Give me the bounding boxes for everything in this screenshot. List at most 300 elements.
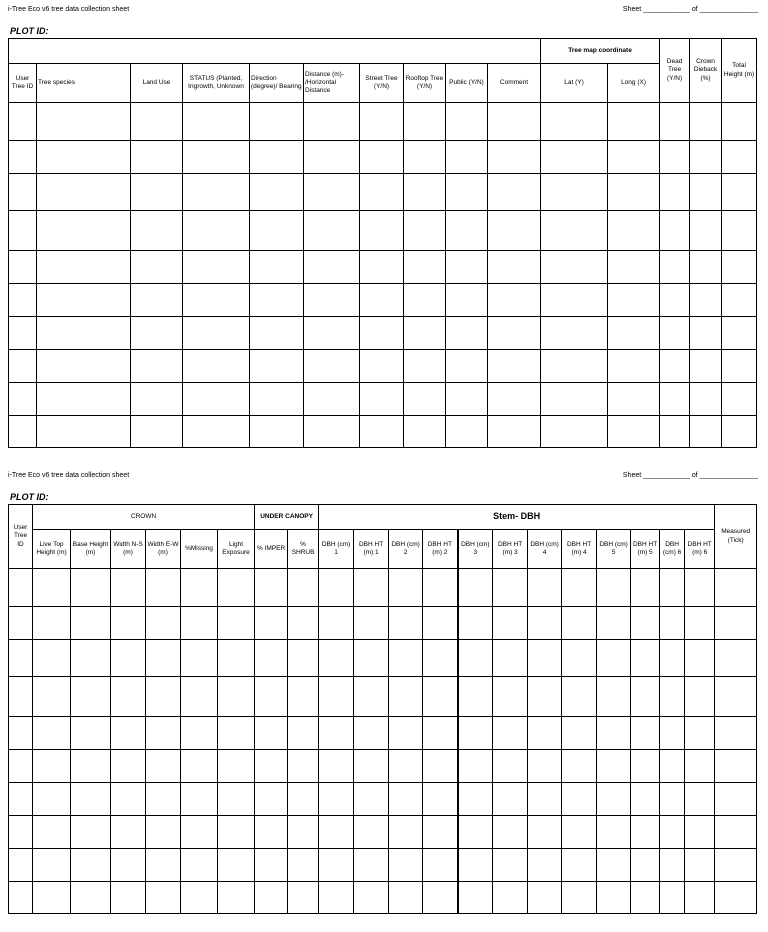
sheet2-table-cell[interactable] bbox=[528, 640, 562, 677]
sheet1-table-cell[interactable] bbox=[608, 174, 660, 211]
sheet1-table-cell[interactable] bbox=[690, 317, 722, 350]
sheet2-table-cell[interactable] bbox=[685, 677, 715, 717]
sheet2-table-cell[interactable] bbox=[458, 849, 493, 882]
sheet1-table-cell[interactable] bbox=[660, 103, 690, 141]
sheet2-table-cell[interactable] bbox=[597, 783, 631, 816]
sheet2-table-cell[interactable] bbox=[597, 640, 631, 677]
sheet2-table-cell[interactable] bbox=[9, 816, 33, 849]
sheet2-table-cell[interactable] bbox=[111, 569, 146, 607]
sheet2-table-cell[interactable] bbox=[288, 783, 319, 816]
sheet2-table-cell[interactable] bbox=[597, 849, 631, 882]
sheet2-table-cell[interactable] bbox=[33, 569, 71, 607]
sheet2-table-cell[interactable] bbox=[493, 816, 528, 849]
sheet2-table-cell[interactable] bbox=[319, 640, 354, 677]
sheet1-table-cell[interactable] bbox=[183, 174, 250, 211]
sheet1-table-cell[interactable] bbox=[37, 284, 131, 317]
sheet1-table-cell[interactable] bbox=[660, 284, 690, 317]
sheet1-table-cell[interactable] bbox=[660, 141, 690, 174]
sheet1-table-cell[interactable] bbox=[250, 383, 304, 416]
sheet1-table-cell[interactable] bbox=[541, 350, 608, 383]
sheet1-table-cell[interactable] bbox=[608, 141, 660, 174]
sheet2-table-cell[interactable] bbox=[389, 569, 423, 607]
sheet2-table-cell[interactable] bbox=[218, 717, 255, 750]
sheet2-table-cell[interactable] bbox=[715, 640, 757, 677]
sheet2-table-cell[interactable] bbox=[528, 783, 562, 816]
sheet2-table-cell[interactable] bbox=[288, 607, 319, 640]
sheet2-table-cell[interactable] bbox=[660, 717, 685, 750]
sheet2-table-cell[interactable] bbox=[354, 569, 389, 607]
sheet2-table-cell[interactable] bbox=[9, 717, 33, 750]
sheet2-table-cell[interactable] bbox=[685, 882, 715, 914]
sheet1-table-cell[interactable] bbox=[690, 141, 722, 174]
sheet2-table-cell[interactable] bbox=[493, 849, 528, 882]
sheet1-table-cell[interactable] bbox=[183, 141, 250, 174]
sheet2-table-cell[interactable] bbox=[111, 882, 146, 914]
sheet2-table-cell[interactable] bbox=[631, 640, 660, 677]
sheet1-table-cell[interactable] bbox=[488, 251, 541, 284]
sheet1-table-cell[interactable] bbox=[541, 211, 608, 251]
sheet1-table-cell[interactable] bbox=[541, 383, 608, 416]
sheet1-table-cell[interactable] bbox=[183, 211, 250, 251]
sheet2-table-cell[interactable] bbox=[146, 640, 181, 677]
sheet2-table-cell[interactable] bbox=[111, 849, 146, 882]
sheet1-table-cell[interactable] bbox=[404, 284, 446, 317]
sheet2-table-cell[interactable] bbox=[9, 849, 33, 882]
sheet1-table-cell[interactable] bbox=[660, 317, 690, 350]
sheet2-table-cell[interactable] bbox=[493, 783, 528, 816]
sheet1-table-cell[interactable] bbox=[488, 350, 541, 383]
sheet2-table-cell[interactable] bbox=[255, 849, 288, 882]
sheet1-table-cell[interactable] bbox=[304, 174, 360, 211]
sheet2-table-cell[interactable] bbox=[458, 882, 493, 914]
sheet2-table-cell[interactable] bbox=[685, 569, 715, 607]
sheet2-table-cell[interactable] bbox=[319, 677, 354, 717]
sheet2-table-cell[interactable] bbox=[181, 849, 218, 882]
sheet2-table-cell[interactable] bbox=[255, 717, 288, 750]
sheet2-table-cell[interactable] bbox=[71, 816, 111, 849]
sheet2-table-cell[interactable] bbox=[354, 882, 389, 914]
sheet2-table-cell[interactable] bbox=[319, 717, 354, 750]
sheet2-table-cell[interactable] bbox=[33, 849, 71, 882]
sheet1-table-cell[interactable] bbox=[404, 350, 446, 383]
sheet2-table-cell[interactable] bbox=[354, 783, 389, 816]
sheet2-table-cell[interactable] bbox=[458, 607, 493, 640]
sheet1-table-cell[interactable] bbox=[304, 317, 360, 350]
sheet2-table-cell[interactable] bbox=[389, 849, 423, 882]
sheet2-table-cell[interactable] bbox=[9, 783, 33, 816]
sheet2-table-cell[interactable] bbox=[181, 677, 218, 717]
sheet2-table-cell[interactable] bbox=[631, 717, 660, 750]
sheet2-table-cell[interactable] bbox=[458, 717, 493, 750]
sheet2-table-cell[interactable] bbox=[255, 882, 288, 914]
sheet2-table-cell[interactable] bbox=[597, 882, 631, 914]
sheet1-table-cell[interactable] bbox=[404, 383, 446, 416]
sheet1-table-cell[interactable] bbox=[488, 103, 541, 141]
sheet2-table-cell[interactable] bbox=[181, 783, 218, 816]
sheet1-table-cell[interactable] bbox=[250, 350, 304, 383]
sheet1-table-cell[interactable] bbox=[404, 103, 446, 141]
sheet2-table-cell[interactable] bbox=[493, 717, 528, 750]
sheet1-table-cell[interactable] bbox=[250, 174, 304, 211]
sheet2-table-cell[interactable] bbox=[423, 677, 458, 717]
sheet1-table-cell[interactable] bbox=[722, 251, 757, 284]
sheet2-table-cell[interactable] bbox=[33, 750, 71, 783]
sheet2-table-cell[interactable] bbox=[71, 607, 111, 640]
sheet2-table-cell[interactable] bbox=[493, 607, 528, 640]
sheet1-table-cell[interactable] bbox=[446, 416, 488, 448]
sheet2-table-cell[interactable] bbox=[255, 607, 288, 640]
sheet2-table-cell[interactable] bbox=[715, 783, 757, 816]
sheet2-table-cell[interactable] bbox=[685, 717, 715, 750]
sheet2-table-cell[interactable] bbox=[319, 882, 354, 914]
sheet1-table-cell[interactable] bbox=[131, 251, 183, 284]
sheet1-table-cell[interactable] bbox=[37, 350, 131, 383]
sheet2-table-cell[interactable] bbox=[389, 783, 423, 816]
sheet2-table-cell[interactable] bbox=[255, 783, 288, 816]
sheet2-table-cell[interactable] bbox=[181, 717, 218, 750]
sheet2-table-cell[interactable] bbox=[493, 750, 528, 783]
sheet1-table-cell[interactable] bbox=[37, 416, 131, 448]
sheet2-table-cell[interactable] bbox=[71, 882, 111, 914]
sheet1-table-cell[interactable] bbox=[690, 211, 722, 251]
sheet2-table-cell[interactable] bbox=[71, 849, 111, 882]
sheet2-table-cell[interactable] bbox=[562, 640, 597, 677]
sheet2-table-cell[interactable] bbox=[685, 607, 715, 640]
sheet2-table-cell[interactable] bbox=[33, 677, 71, 717]
sheet2-table-cell[interactable] bbox=[715, 750, 757, 783]
sheet2-table-cell[interactable] bbox=[685, 750, 715, 783]
sheet2-table-cell[interactable] bbox=[319, 816, 354, 849]
sheet2-table-cell[interactable] bbox=[255, 677, 288, 717]
sheet1-table-cell[interactable] bbox=[360, 284, 404, 317]
sheet2-table-cell[interactable] bbox=[685, 849, 715, 882]
sheet1-table-cell[interactable] bbox=[660, 251, 690, 284]
sheet2-table-cell[interactable] bbox=[715, 882, 757, 914]
sheet2-table-cell[interactable] bbox=[458, 750, 493, 783]
sheet2-table-cell[interactable] bbox=[181, 882, 218, 914]
sheet1-table-cell[interactable] bbox=[360, 141, 404, 174]
sheet2-table-cell[interactable] bbox=[631, 849, 660, 882]
sheet1-table-cell[interactable] bbox=[304, 211, 360, 251]
sheet2-table-cell[interactable] bbox=[660, 816, 685, 849]
sheet2-table-cell[interactable] bbox=[631, 569, 660, 607]
sheet2-table-cell[interactable] bbox=[562, 607, 597, 640]
sheet1-table-cell[interactable] bbox=[488, 284, 541, 317]
sheet1-table-cell[interactable] bbox=[9, 284, 37, 317]
sheet1-table-cell[interactable] bbox=[404, 174, 446, 211]
sheet2-table-cell[interactable] bbox=[288, 882, 319, 914]
sheet2-table-cell[interactable] bbox=[562, 882, 597, 914]
sheet1-table-cell[interactable] bbox=[488, 317, 541, 350]
sheet2-table-cell[interactable] bbox=[389, 750, 423, 783]
sheet1-table-cell[interactable] bbox=[541, 284, 608, 317]
sheet2-table-cell[interactable] bbox=[111, 640, 146, 677]
sheet2-table-cell[interactable] bbox=[423, 882, 458, 914]
sheet2-table-cell[interactable] bbox=[715, 607, 757, 640]
sheet2-table-cell[interactable] bbox=[218, 783, 255, 816]
sheet2-table-cell[interactable] bbox=[218, 677, 255, 717]
sheet1-table-cell[interactable] bbox=[131, 211, 183, 251]
sheet2-table-cell[interactable] bbox=[562, 569, 597, 607]
sheet2-table-cell[interactable] bbox=[9, 607, 33, 640]
sheet2-table-cell[interactable] bbox=[288, 816, 319, 849]
sheet2-table-cell[interactable] bbox=[493, 640, 528, 677]
sheet2-table-cell[interactable] bbox=[111, 783, 146, 816]
sheet1-table-cell[interactable] bbox=[404, 251, 446, 284]
sheet1-table-cell[interactable] bbox=[37, 174, 131, 211]
sheet1-table-cell[interactable] bbox=[488, 416, 541, 448]
sheet1-table-cell[interactable] bbox=[37, 383, 131, 416]
sheet2-table-cell[interactable] bbox=[685, 816, 715, 849]
sheet1-table-cell[interactable] bbox=[608, 416, 660, 448]
sheet2-table-cell[interactable] bbox=[389, 717, 423, 750]
sheet2-table-cell[interactable] bbox=[660, 849, 685, 882]
sheet1-table-cell[interactable] bbox=[446, 103, 488, 141]
sheet2-table-cell[interactable] bbox=[660, 677, 685, 717]
sheet2-table-cell[interactable] bbox=[146, 783, 181, 816]
sheet1-table-cell[interactable] bbox=[608, 103, 660, 141]
sheet2-table-cell[interactable] bbox=[319, 849, 354, 882]
sheet2-table-cell[interactable] bbox=[389, 882, 423, 914]
sheet1-table-cell[interactable] bbox=[541, 103, 608, 141]
sheet2-table-cell[interactable] bbox=[146, 569, 181, 607]
sheet2-table-cell[interactable] bbox=[111, 750, 146, 783]
sheet1-table-cell[interactable] bbox=[690, 103, 722, 141]
sheet1-table-cell[interactable] bbox=[37, 251, 131, 284]
sheet2-table-cell[interactable] bbox=[9, 569, 33, 607]
sheet2-table-cell[interactable] bbox=[181, 640, 218, 677]
sheet2-table-cell[interactable] bbox=[146, 677, 181, 717]
sheet2-table-cell[interactable] bbox=[528, 882, 562, 914]
sheet1-table-cell[interactable] bbox=[360, 416, 404, 448]
sheet1-table-cell[interactable] bbox=[250, 416, 304, 448]
sheet1-table-cell[interactable] bbox=[608, 211, 660, 251]
sheet1-table-cell[interactable] bbox=[608, 350, 660, 383]
sheet2-table-cell[interactable] bbox=[597, 677, 631, 717]
sheet1-table-cell[interactable] bbox=[404, 317, 446, 350]
sheet1-table-cell[interactable] bbox=[183, 103, 250, 141]
sheet2-table-cell[interactable] bbox=[33, 783, 71, 816]
sheet2-table-cell[interactable] bbox=[33, 816, 71, 849]
sheet2-table-cell[interactable] bbox=[715, 849, 757, 882]
sheet1-table-cell[interactable] bbox=[660, 174, 690, 211]
sheet2-table-cell[interactable] bbox=[597, 607, 631, 640]
sheet2-table-cell[interactable] bbox=[493, 677, 528, 717]
sheet2-table-cell[interactable] bbox=[354, 750, 389, 783]
sheet2-table-cell[interactable] bbox=[71, 677, 111, 717]
sheet1-table-cell[interactable] bbox=[722, 284, 757, 317]
sheet2-table-cell[interactable] bbox=[33, 882, 71, 914]
sheet2-table-cell[interactable] bbox=[528, 569, 562, 607]
sheet2-table-cell[interactable] bbox=[319, 750, 354, 783]
sheet1-table-cell[interactable] bbox=[360, 251, 404, 284]
sheet1-table-cell[interactable] bbox=[250, 211, 304, 251]
sheet1-table-cell[interactable] bbox=[9, 103, 37, 141]
sheet1-table-cell[interactable] bbox=[250, 141, 304, 174]
sheet2-table-cell[interactable] bbox=[111, 816, 146, 849]
sheet2-table-cell[interactable] bbox=[288, 569, 319, 607]
sheet1-table-cell[interactable] bbox=[404, 141, 446, 174]
sheet2-table-cell[interactable] bbox=[631, 882, 660, 914]
sheet1-table-cell[interactable] bbox=[9, 317, 37, 350]
sheet2-table-cell[interactable] bbox=[71, 783, 111, 816]
sheet1-table-cell[interactable] bbox=[608, 251, 660, 284]
sheet1-table-cell[interactable] bbox=[446, 174, 488, 211]
sheet1-table-cell[interactable] bbox=[446, 141, 488, 174]
sheet2-table-cell[interactable] bbox=[423, 607, 458, 640]
sheet1-table-cell[interactable] bbox=[304, 251, 360, 284]
sheet2-table-cell[interactable] bbox=[715, 569, 757, 607]
sheet1-table-cell[interactable] bbox=[183, 284, 250, 317]
sheet1-table-cell[interactable] bbox=[131, 284, 183, 317]
sheet2-table-cell[interactable] bbox=[715, 816, 757, 849]
sheet2-table-cell[interactable] bbox=[181, 750, 218, 783]
sheet2-table-cell[interactable] bbox=[319, 569, 354, 607]
sheet1-table-cell[interactable] bbox=[690, 350, 722, 383]
sheet1-table-cell[interactable] bbox=[360, 103, 404, 141]
sheet2-table-cell[interactable] bbox=[631, 607, 660, 640]
sheet2-table-cell[interactable] bbox=[562, 849, 597, 882]
sheet1-table-cell[interactable] bbox=[446, 383, 488, 416]
sheet2-table-cell[interactable] bbox=[319, 607, 354, 640]
sheet2-table-cell[interactable] bbox=[146, 607, 181, 640]
sheet1-table-cell[interactable] bbox=[722, 174, 757, 211]
sheet2-table-cell[interactable] bbox=[493, 882, 528, 914]
sheet2-table-cell[interactable] bbox=[562, 750, 597, 783]
sheet1-table-cell[interactable] bbox=[131, 416, 183, 448]
sheet2-table-cell[interactable] bbox=[631, 783, 660, 816]
sheet1-table-cell[interactable] bbox=[183, 416, 250, 448]
sheet2-table-cell[interactable] bbox=[597, 750, 631, 783]
sheet2-table-cell[interactable] bbox=[218, 607, 255, 640]
sheet2-table-cell[interactable] bbox=[218, 849, 255, 882]
sheet1-table-cell[interactable] bbox=[304, 350, 360, 383]
sheet2-table-cell[interactable] bbox=[597, 569, 631, 607]
sheet2-table-cell[interactable] bbox=[146, 849, 181, 882]
sheet2-table-cell[interactable] bbox=[33, 717, 71, 750]
sheet1-table-cell[interactable] bbox=[690, 174, 722, 211]
sheet1-table-cell[interactable] bbox=[446, 350, 488, 383]
sheet2-table-cell[interactable] bbox=[354, 816, 389, 849]
sheet1-table-cell[interactable] bbox=[183, 317, 250, 350]
sheet2-table-cell[interactable] bbox=[631, 677, 660, 717]
sheet1-table-cell[interactable] bbox=[660, 350, 690, 383]
sheet1-table-cell[interactable] bbox=[660, 211, 690, 251]
sheet2-table-cell[interactable] bbox=[33, 607, 71, 640]
sheet2-table-cell[interactable] bbox=[423, 783, 458, 816]
sheet2-table-cell[interactable] bbox=[458, 816, 493, 849]
sheet2-table-cell[interactable] bbox=[715, 677, 757, 717]
sheet2-table-cell[interactable] bbox=[685, 640, 715, 677]
sheet1-table-cell[interactable] bbox=[488, 141, 541, 174]
sheet1-table-cell[interactable] bbox=[608, 317, 660, 350]
sheet1-table-cell[interactable] bbox=[660, 416, 690, 448]
sheet2-table-cell[interactable] bbox=[255, 569, 288, 607]
sheet1-table-cell[interactable] bbox=[9, 174, 37, 211]
sheet2-table-cell[interactable] bbox=[71, 750, 111, 783]
sheet1-table-cell[interactable] bbox=[250, 317, 304, 350]
sheet2-table-cell[interactable] bbox=[9, 640, 33, 677]
sheet2-table-cell[interactable] bbox=[354, 677, 389, 717]
sheet2-table-cell[interactable] bbox=[715, 717, 757, 750]
sheet2-table-cell[interactable] bbox=[458, 569, 493, 607]
sheet2-table-cell[interactable] bbox=[218, 640, 255, 677]
sheet2-table-cell[interactable] bbox=[493, 569, 528, 607]
sheet2-table-cell[interactable] bbox=[562, 677, 597, 717]
sheet2-table-cell[interactable] bbox=[354, 640, 389, 677]
sheet1-table-cell[interactable] bbox=[9, 141, 37, 174]
sheet1-table-cell[interactable] bbox=[360, 317, 404, 350]
sheet1-table-cell[interactable] bbox=[488, 174, 541, 211]
sheet1-table-cell[interactable] bbox=[9, 251, 37, 284]
sheet1-table-cell[interactable] bbox=[183, 383, 250, 416]
sheet1-table-cell[interactable] bbox=[690, 383, 722, 416]
sheet1-table-cell[interactable] bbox=[131, 317, 183, 350]
sheet2-table-cell[interactable] bbox=[528, 816, 562, 849]
sheet1-table-cell[interactable] bbox=[360, 383, 404, 416]
sheet2-table-cell[interactable] bbox=[423, 640, 458, 677]
sheet2-table-cell[interactable] bbox=[33, 640, 71, 677]
sheet2-table-cell[interactable] bbox=[255, 750, 288, 783]
sheet2-table-cell[interactable] bbox=[111, 677, 146, 717]
sheet1-table-cell[interactable] bbox=[304, 141, 360, 174]
sheet1-table-cell[interactable] bbox=[722, 317, 757, 350]
sheet1-table-cell[interactable] bbox=[37, 211, 131, 251]
sheet2-table-cell[interactable] bbox=[389, 816, 423, 849]
sheet2-table-cell[interactable] bbox=[288, 717, 319, 750]
sheet2-table-cell[interactable] bbox=[9, 677, 33, 717]
sheet1-table-cell[interactable] bbox=[131, 141, 183, 174]
sheet2-table-cell[interactable] bbox=[660, 640, 685, 677]
sheet2-table-cell[interactable] bbox=[181, 607, 218, 640]
sheet2-table-cell[interactable] bbox=[255, 640, 288, 677]
sheet1-table-cell[interactable] bbox=[304, 416, 360, 448]
sheet2-table-cell[interactable] bbox=[288, 849, 319, 882]
sheet1-table-cell[interactable] bbox=[250, 251, 304, 284]
sheet1-table-cell[interactable] bbox=[131, 174, 183, 211]
sheet2-table-cell[interactable] bbox=[71, 569, 111, 607]
sheet2-table-cell[interactable] bbox=[389, 607, 423, 640]
sheet2-table-cell[interactable] bbox=[354, 849, 389, 882]
sheet1-table-cell[interactable] bbox=[360, 174, 404, 211]
sheet1-table-cell[interactable] bbox=[304, 284, 360, 317]
sheet2-table-cell[interactable] bbox=[423, 816, 458, 849]
sheet1-table-cell[interactable] bbox=[722, 416, 757, 448]
sheet2-table-cell[interactable] bbox=[389, 677, 423, 717]
sheet2-table-cell[interactable] bbox=[181, 816, 218, 849]
sheet1-table-cell[interactable] bbox=[446, 251, 488, 284]
sheet1-table-cell[interactable] bbox=[9, 211, 37, 251]
sheet2-table-cell[interactable] bbox=[9, 882, 33, 914]
sheet1-table-cell[interactable] bbox=[9, 383, 37, 416]
sheet2-table-cell[interactable] bbox=[597, 717, 631, 750]
sheet2-table-cell[interactable] bbox=[288, 677, 319, 717]
sheet1-table-cell[interactable] bbox=[304, 383, 360, 416]
sheet2-table-cell[interactable] bbox=[562, 783, 597, 816]
sheet1-table-cell[interactable] bbox=[722, 141, 757, 174]
sheet1-table-cell[interactable] bbox=[541, 251, 608, 284]
sheet1-table-cell[interactable] bbox=[488, 383, 541, 416]
sheet1-table-cell[interactable] bbox=[722, 211, 757, 251]
sheet2-table-cell[interactable] bbox=[71, 640, 111, 677]
sheet1-table-cell[interactable] bbox=[250, 103, 304, 141]
sheet1-table-cell[interactable] bbox=[446, 284, 488, 317]
sheet2-table-cell[interactable] bbox=[354, 607, 389, 640]
sheet1-table-cell[interactable] bbox=[131, 103, 183, 141]
sheet1-table-cell[interactable] bbox=[446, 211, 488, 251]
sheet2-table-cell[interactable] bbox=[528, 849, 562, 882]
sheet2-table-cell[interactable] bbox=[423, 750, 458, 783]
